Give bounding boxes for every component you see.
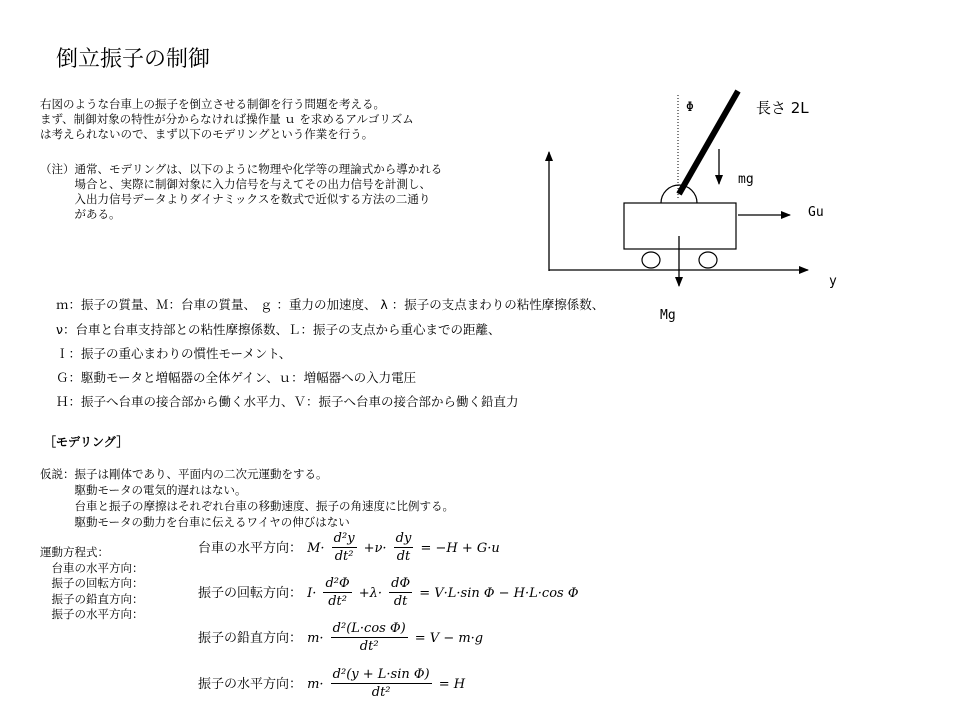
fraction-denominator: dt² [328, 594, 347, 609]
fraction-numerator: d²(y + L·sin Φ) [332, 667, 430, 682]
hypothesis-line: 仮説：振子は剛体であり、平面内の二次元運動をする。 [40, 467, 328, 481]
fraction-numerator: dΦ [391, 576, 411, 591]
page-title: 倒立振子の制御 [56, 47, 211, 72]
fraction-denominator: dt² [371, 685, 391, 700]
cart-wheel-right [699, 252, 717, 268]
equation-term: = V − m·g [414, 631, 484, 646]
cart-wheel-left [642, 252, 660, 268]
equation-term: = −H + G·u [420, 541, 500, 556]
hypothesis-line: 駆動モータの電気的遅れはない。 [40, 483, 247, 497]
phi-label: Φ [686, 100, 694, 115]
definition-line: ｍ：振子の質量、Ｍ：台車の質量、 ｇ ：重力の加速度、 λ ：振子の支点まわりの粘性摩擦係数、 [56, 297, 605, 312]
fraction-numerator: d²y [333, 531, 355, 546]
note-line: （注）通常、モデリングは、以下のように物理や化学等の理論式から導かれる [40, 162, 443, 176]
fraction-numerator: dy [395, 531, 412, 546]
cart-body [624, 203, 736, 249]
equation-term: = V·L·sin Φ − H·L·cos Φ [419, 586, 579, 601]
motion-list-line: 振子の回転方向： [40, 576, 144, 590]
fraction-denominator: dt² [334, 549, 354, 564]
fraction-denominator: dt [393, 594, 408, 609]
intro-line: まず、制御対象の特性が分からなければ操作量 ｕ を求めるアルゴリズム [40, 112, 414, 126]
mg-label: mg [738, 172, 754, 187]
length-label: 長さ 2L [756, 99, 809, 117]
equation-label: 振子の水平方向： [198, 677, 303, 692]
modeling-heading: ［モデリング］ [44, 435, 129, 449]
motion-list-line: 運動方程式： [40, 545, 109, 559]
gu-label: Gu [808, 205, 824, 220]
fraction-numerator: d²Φ [325, 576, 350, 591]
equation-label: 振子の鉛直方向： [198, 631, 303, 646]
motion-list-line: 台車の水平方向： [40, 560, 144, 575]
fraction-denominator: dt [396, 549, 411, 564]
definition-line: ν：台車と台車支持部との粘性摩擦係数、Ｌ：振子の支点から重心までの距離、 [56, 322, 501, 337]
y-axis-label: y [829, 274, 837, 289]
equation-term: m· [307, 677, 324, 692]
equation-term: I· [307, 586, 317, 601]
equation-term: m· [307, 631, 324, 646]
definition-line: Ｈ：振子へ台車の接合部から働く水平力、Ｖ：振子へ台車の接合部から働く鉛直力 [56, 394, 519, 409]
definition-line: Ｉ：振子の重心まわりの慣性モーメント、 [56, 346, 292, 361]
equation-label: 振子の回転方向： [198, 586, 303, 601]
equation-term: +ν· [363, 541, 387, 556]
intro-line: は考えられないので、まず以下のモデリングという作業を行う。 [40, 127, 374, 141]
equation-label: 台車の水平方向： [198, 541, 303, 556]
Mg-label: Mg [660, 308, 676, 323]
definition-line: Ｇ：駆動モータと増幅器の全体ゲイン、ｕ：増幅器への入力電圧 [56, 370, 417, 385]
hypothesis-line: 駆動モータの動力を台車に伝えるワイヤの伸びはない [40, 515, 350, 529]
equation-term: = H [438, 677, 466, 692]
fraction-denominator: dt² [359, 639, 379, 654]
motion-list-line: 振子の鉛直方向： [40, 591, 144, 606]
equation-term: M· [307, 541, 325, 556]
fraction-numerator: d²(L·cos Φ) [332, 621, 406, 636]
note-line: がある。 [40, 207, 121, 221]
note-line: 入出力信号データよりダイナミックスを数式で近似する方法の二通り [40, 192, 431, 206]
hypothesis-line: 台車と振子の摩擦はそれぞれ台車の移動速度、振子の角速度に比例する。 [40, 499, 454, 513]
motion-list-line: 振子の水平方向： [40, 607, 144, 621]
equation-term: +λ· [358, 586, 383, 601]
note-line: 場合と、実際に制御対象に入力信号を与えてその出力信号を計測し、 [40, 177, 431, 191]
intro-line: 右図のような台車上の振子を倒立させる制御を行う問題を考える。 [40, 97, 385, 111]
